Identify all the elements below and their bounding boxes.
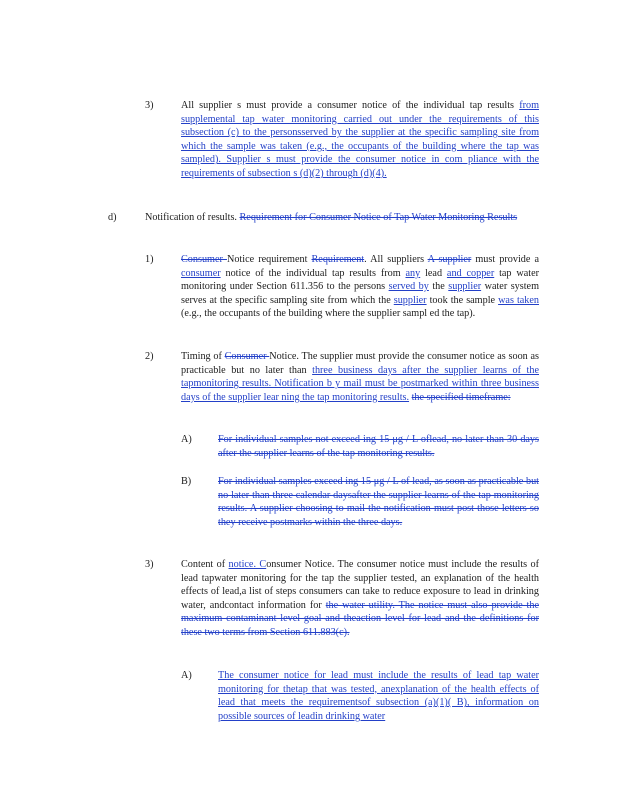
inserted-text: any <box>405 267 421 279</box>
text-run: Notice. The supplier must provide the consumer notice as soon as practicable but no later than <box>181 351 540 376</box>
paragraph-d3 <box>181 558 539 640</box>
section-heading-d <box>145 211 539 225</box>
text-run: took the sample <box>426 294 499 306</box>
deleted-text: the specified timeframe: <box>411 391 511 403</box>
text-run: otice <box>312 559 332 570</box>
inserted-text: was taken <box>498 294 540 306</box>
inserted-text: supplier <box>448 281 482 293</box>
text-run: . All suppliers <box>364 254 428 265</box>
item-number-d1: 1) <box>145 254 154 265</box>
text-run: Timing of <box>181 351 225 362</box>
item-number-d2: 2) <box>145 351 154 362</box>
text-run: onsumer N <box>266 559 313 570</box>
text-run: water system serves at the specific sampling site from which the <box>181 281 539 306</box>
paragraph-d2 <box>181 350 539 404</box>
deleted-text: For individual samples exceed ing 15 μg / L of lead, as soon as practicable but no later than three calendar daysafter the supplier learns of the tap monitoring results. A supplier choosing to mail the notification must post those letters so they receive postmarks within the three days. <box>218 476 539 528</box>
paragraph-d2b <box>218 475 539 529</box>
deleted-text: Consumer <box>181 254 227 265</box>
text-run: tap water monitoring under Section 611.356 to the persons <box>181 267 540 293</box>
item-number-d3a: A) <box>181 670 192 681</box>
paragraph-d2a <box>218 433 539 460</box>
text-run: Notification of results. <box>145 212 240 223</box>
text-run: All supplier s must provide a consumer notice of the individual tap results <box>181 100 520 111</box>
text-run: notice of the individual tap results from <box>220 267 406 279</box>
paragraph-d1 <box>181 253 539 321</box>
text-run: must provide a <box>471 254 539 265</box>
text-run: (e.g., the occupants of the building where the supplier sampl ed the tap). <box>181 308 476 320</box>
deleted-text: Requirement for Consumer Notice of Tap Water Monitoring Results <box>239 212 518 223</box>
inserted-text: served by <box>388 281 429 293</box>
deleted-text: Consumer <box>224 351 270 362</box>
text-run: Content of <box>181 559 229 570</box>
deleted-text: A supplier <box>427 254 472 265</box>
paragraph-d3a <box>218 669 539 723</box>
item-number-d2b: B) <box>181 476 192 487</box>
deleted-text: the water utility. The notice must also provide the maximum contaminant level goal and theaction level for lead and the definitions for these two terms from Section 611.883(c). <box>181 599 539 638</box>
inserted-text: consumer <box>181 267 221 279</box>
inserted-text: three business days after the supplier learns of the tapmonitoring results. Notification b y mail must be postmarked within three business days of the supplier lear ning the tap monitoring results. <box>181 364 539 403</box>
text-run: Notice requirement <box>226 254 312 265</box>
deleted-text: Requirement <box>311 254 365 265</box>
paragraph-c3 <box>181 99 539 181</box>
inserted-text: from supplemental tap water monitoring carried out under the requirements of this subsection (c) to the personsserved by the supplier at the specific sampling site from which the sample was taken (e.g., the occupants of the building where the tap was sampled). Supplier s must provide the consumer notice in com pliance with the requirements of subsection s (d)(2) through (d)(4). <box>181 100 539 179</box>
inserted-text: supplier <box>393 294 427 306</box>
inserted-text: notice. C <box>228 559 267 570</box>
item-number-d2a: A) <box>181 434 192 445</box>
inserted-text: The consumer notice for lead must include the results of lead tap water monitoring for thetap that was tested, anexplanation of the health effects of lead that meets the requirementsof subsection (a)(1)( B), information on possible sources of leadin drinking water <box>218 670 539 722</box>
text-run: the <box>428 281 449 293</box>
inserted-text: and copper <box>446 267 495 279</box>
deleted-text: For individual samples not exceed ing 15 μg / L oflead, no later than 30 days after the supplier learns of the tap monitoring results. <box>218 434 539 459</box>
text-run: . The consumer notice must include the results of lead tapwater monitoring for the tap the supplier tested, an explanation of the health effects of lead,a list of steps consumers can take to reduce exposure to lead in drinking water, andcontact information for <box>181 559 540 611</box>
text-run: lead <box>420 267 447 279</box>
item-number-d3: 3) <box>145 559 154 570</box>
item-number-d: d) <box>108 212 117 223</box>
item-number-c3: 3) <box>145 100 154 111</box>
